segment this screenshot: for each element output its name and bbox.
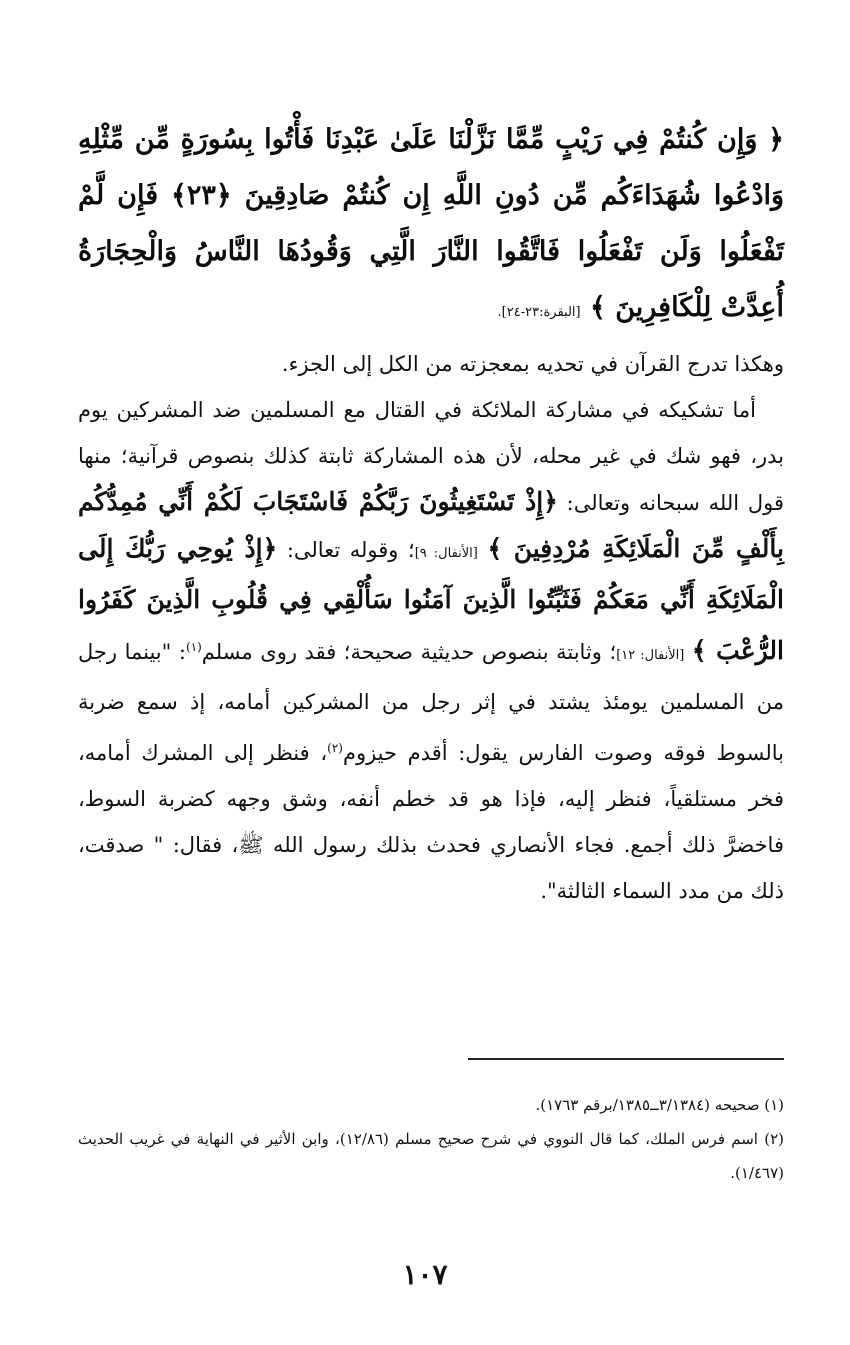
paragraph-gradual-challenge: وهكذا تدرج القرآن في تحديه بمعجزته من الكل إلى الجزء. [281,352,784,376]
after-verse-text: ؛ وثابتة بنصوص حديثية صحيحة؛ فقد روى مسلم [201,640,617,664]
footnote-marker-1: (١) [185,640,202,654]
paragraph-intro: أما تشكيكه في مشاركة الملائكة في القتال مع المسلمين ضد المشركين يوم بدر، فهو شك في غير محله، لأن هذه المشاركة ثابتة كذلك بنصوص قرآنية؛ منها قول الله سبحانه وتعالى: [78,398,784,515]
verse-reference-anfal-12: [الأنفال: ١٢] [616,648,685,663]
quran-verse-baqarah: ﴿ وَإِن كُنتُمْ فِي رَيْبٍ مِّمَّا نَزَّلْنَا عَلَىٰ عَبْدِنَا فَأْتُوا بِسُورَةٍ مِّن مِّثْلِهِ وَادْعُوا شُهَدَاءَكُم مِّن دُونِ اللَّهِ إِن كُنتُمْ صَادِقِينَ ﴿٢٣﴾ فَإِن لَّمْ تَفْعَلُوا وَلَن تَفْعَلُوا فَاتَّقُوا النَّارَ الَّتِي وَقُودُهَا النَّاسُ وَالْحِجَارَةُ أُعِدَّتْ لِلْكَافِرِينَ ﴾ [78,124,785,323]
paragraph-angels-badr [78,387,784,914]
quran-verse-anfal-9: ﴿إِذْ تَسْتَغِيثُونَ رَبَّكُمْ فَاسْتَجَابَ لَكُمْ أَنِّي مُمِدُّكُم بِأَلْفٍ مِّنَ الْمَلَائِكَةِ مُرْدِفِينَ ﴾ [78,487,784,563]
footnote-marker-2: (٢) [327,741,343,755]
page-number: ١٠٧ [402,1258,448,1291]
verse-reference-anfal-9: [الأنفال: ٩] [414,546,478,561]
hadith-text-part-2: ، فنظر إلى المشرك أمامه، فخر مستلقياً، فنظر إليه، فإذا هو قد خطم أنفه، وشق وجهه كضربة السوط، فاخضرَّ ذلك أجمع. فجاء الأنصاري فحدث بذلك رسول الله ﷺ، فقال: " صدقت، ذلك من مدد السماء الثالثة". [78,741,784,903]
verse-reference: [البقرة:٢٣-٢٤]. [497,305,581,320]
footnote-divider [468,1058,784,1060]
connector-text: ؛ وقوله تعالى: [286,538,415,562]
quran-verse-anfal-12: ﴿إِذْ يُوحِي رَبُّكَ إِلَى الْمَلَائِكَةِ أَنِّي مَعَكُمْ فَثَبِّتُوا الَّذِينَ آمَنُوا سَأُلْقِي فِي قُلُوبِ الَّذِينَ كَفَرُوا الرُّعْبَ ﴾ [78,534,784,665]
footnotes [78,1088,784,1190]
hadith-text-part-1: : "بينما رجل من المسلمين يومئذ يشتد في إثر رجل من المشركين أمامه، إذ سمع ضربة بالسوط فوقه وصوت الفارس يقول: أقدم حيزوم [78,640,784,765]
main-text [78,112,784,914]
quran-verse-block [78,112,784,341]
footnote-2: (٢) اسم فرس الملك، كما قال النووي في شرح صحيح مسلم (١٢/٨٦)، وابن الأثير في النهاية في غريب الحديث (١/٤٦٧). [78,1130,785,1182]
footnote-1: (١) صحيحه (٣/١٣٨٤ــ١٣٨٥/برقم ١٧٦٣). [535,1096,784,1114]
